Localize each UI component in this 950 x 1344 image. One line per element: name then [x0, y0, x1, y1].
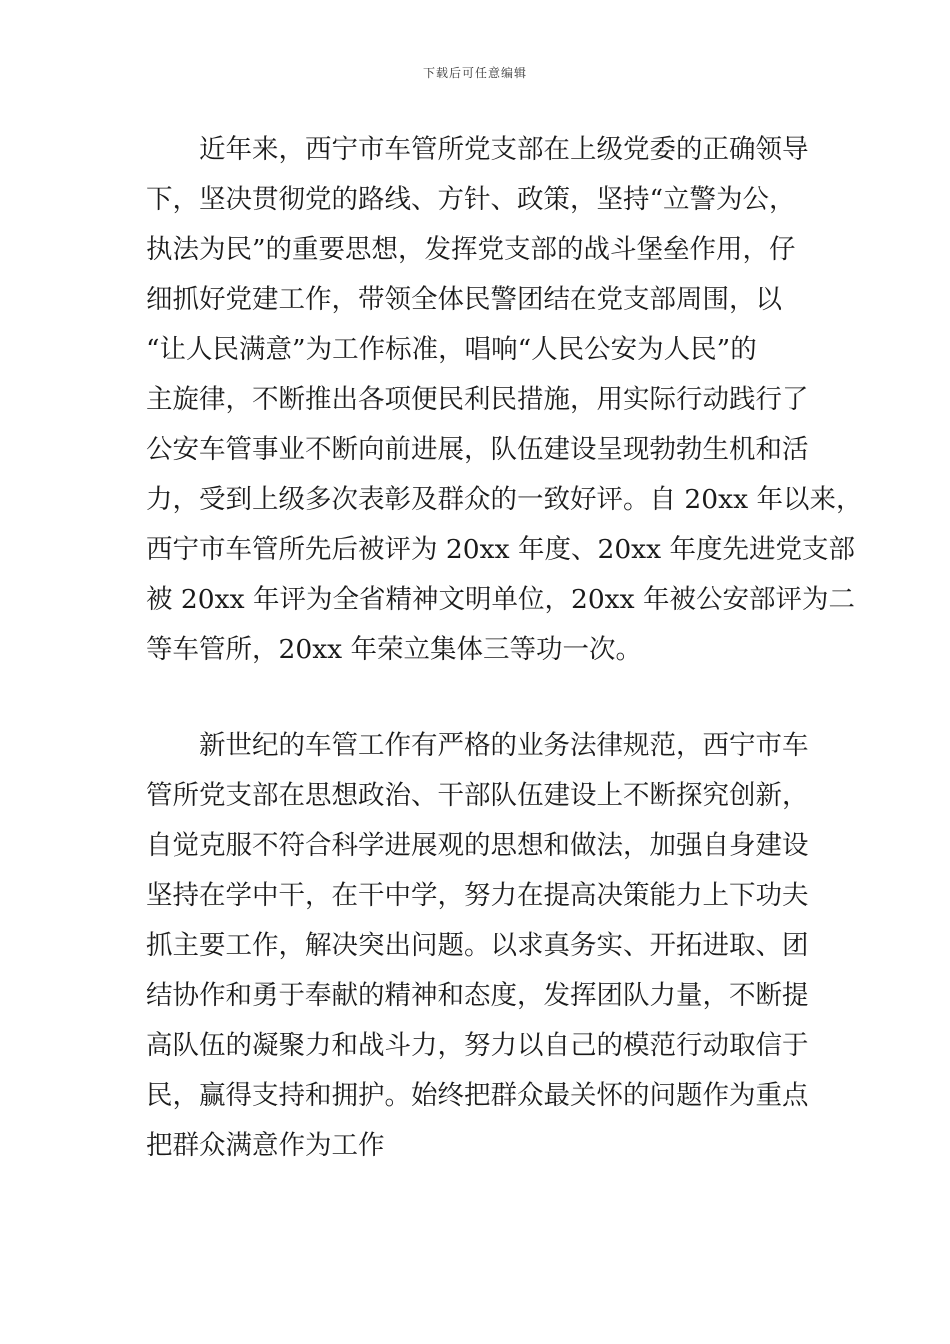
paragraph-line: 管所党支部在思想政治、干部队伍建设上不断探究创新， [146, 780, 809, 811]
paragraph-line: 下，坚决贯彻党的路线、方针、政策，坚持“立警为公， [146, 184, 796, 215]
paragraph-line: 被 20xx 年评为全省精神文明单位，20xx 年被公安部评为二 [146, 584, 855, 615]
paragraph-line: 西宁市车管所先后被评为 20xx 年度、20xx 年度先进党支部 [146, 534, 855, 565]
paragraph-line: 等车管所，20xx 年荣立集体三等功一次。 [146, 634, 643, 665]
paragraph-line: 公安车管事业不断向前进展，队伍建设呈现勃勃生机和活 [146, 434, 809, 465]
paragraph-line: 细抓好党建工作，带领全体民警团结在党支部周围，以 [146, 284, 782, 315]
page-header: 下载后可任意编辑 [422, 66, 527, 80]
paragraph-line: 把群众满意作为工作 [146, 1130, 385, 1161]
paragraph-line: 结协作和勇于奉献的精神和态度，发挥团队力量，不断提 [146, 980, 809, 1011]
paragraph-line: “让人民满意”为工作标准，唱响“人民公安为人民”的 [146, 334, 757, 365]
paragraph-line: 坚持在学中干，在干中学，努力在提高决策能力上下功夫 [146, 880, 809, 911]
paragraph-line: 近年来，西宁市车管所党支部在上级党委的正确领导 [146, 134, 809, 165]
paragraph-line: 民，赢得支持和拥护。始终把群众最关怀的问题作为重点 [146, 1080, 809, 1111]
paragraph-line: 执法为民”的重要思想，发挥党支部的战斗堡垒作用，仔 [146, 234, 796, 265]
paragraph-line: 自觉克服不符合科学进展观的思想和做法，加强自身建设 [146, 830, 809, 861]
paragraph-line: 抓主要工作，解决突出问题。以求真务实、开拓进取、团 [146, 930, 809, 961]
paragraph-line: 高队伍的凝聚力和战斗力，努力以自己的模范行动取信于 [146, 1030, 809, 1061]
paragraph-line: 新世纪的车管工作有严格的业务法律规范，西宁市车 [146, 730, 809, 761]
paragraph-line: 主旋律，不断推出各项便民利民措施，用实际行动践行了 [146, 384, 809, 415]
paragraph-line: 力，受到上级多次表彰及群众的一致好评。自 20xx 年以来， [146, 484, 863, 515]
